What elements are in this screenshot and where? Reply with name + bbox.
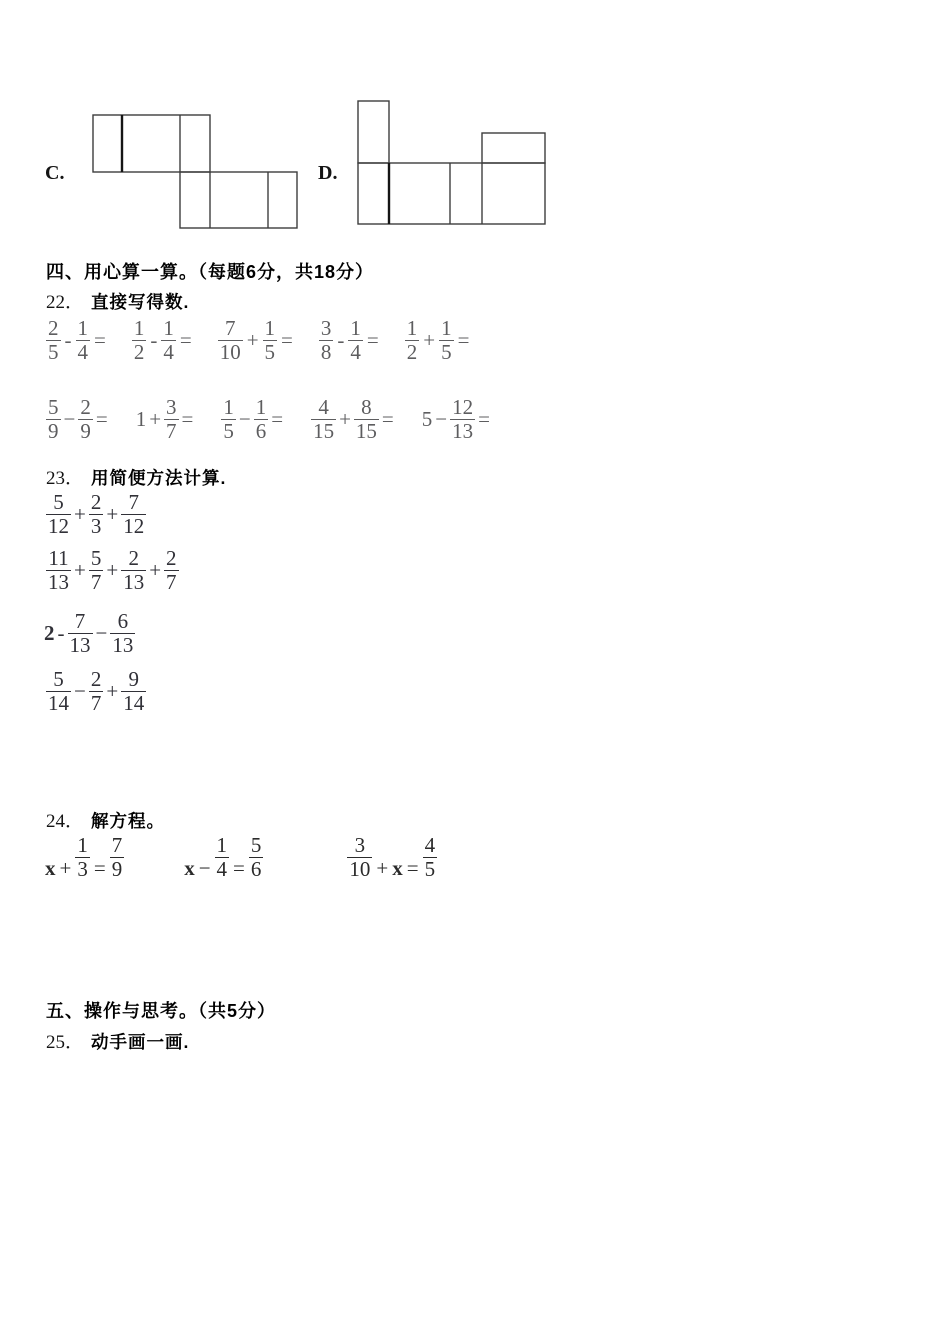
fraction (46, 669, 71, 714)
fraction (46, 397, 61, 442)
operator: = (406, 855, 419, 880)
math-expression (136, 397, 194, 442)
numerator: 8 (361, 395, 372, 419)
operator: = (93, 855, 106, 880)
numerator: 3 (166, 395, 177, 419)
numerator: 5 (53, 490, 64, 514)
fraction (76, 318, 91, 363)
operator: − (63, 407, 76, 432)
fraction (46, 318, 61, 363)
fraction (254, 397, 269, 442)
denominator: 15 (313, 419, 335, 443)
numerator: 1 (216, 833, 228, 857)
whole-number: 1 (135, 407, 147, 432)
operator: + (149, 558, 162, 583)
fraction (110, 835, 125, 880)
question-25-label (46, 1027, 189, 1054)
numerator: 2 (90, 490, 102, 514)
operator: = (94, 328, 106, 353)
fraction (75, 835, 90, 880)
question-23-title: 用简便方法计算. (91, 468, 227, 488)
numerator: 1 (441, 316, 452, 340)
operator: = (271, 407, 284, 432)
math-expression (44, 611, 135, 656)
numerator: 1 (255, 395, 267, 419)
operator: − (95, 621, 108, 646)
fraction (78, 397, 93, 442)
math-expression (311, 397, 394, 442)
fraction (132, 318, 147, 363)
operator: = (233, 855, 245, 880)
equation (347, 835, 437, 880)
math-expression (221, 397, 283, 442)
operator: - (57, 621, 65, 646)
section-5-heading: 五、操作与思考。（共5分） (46, 1001, 277, 1021)
fraction (161, 318, 176, 363)
fraction (215, 835, 230, 880)
numerator: 12 (452, 395, 474, 419)
math-expression (218, 318, 293, 363)
denominator: 7 (90, 691, 102, 715)
denominator: 6 (255, 419, 267, 443)
denominator: 7 (90, 570, 102, 594)
math-expression (46, 548, 179, 593)
question-23-number: 23． (46, 468, 85, 489)
fraction (121, 492, 146, 537)
operator: + (74, 558, 86, 583)
denominator: 7 (166, 570, 177, 594)
denominator: 13 (112, 633, 134, 657)
operator: + (59, 855, 72, 880)
math-expression (46, 669, 146, 714)
denominator: 9 (48, 419, 59, 443)
question-23-label (46, 463, 226, 490)
option-d-label: D. (318, 162, 338, 184)
operator: − (238, 407, 251, 432)
operator: + (106, 679, 119, 704)
fraction (164, 548, 179, 593)
math-expression (46, 492, 146, 537)
numerator: 6 (117, 609, 129, 633)
operator: - (337, 328, 345, 353)
denominator: 2 (406, 340, 418, 364)
fraction (89, 669, 104, 714)
option-c-label: C. (45, 162, 65, 184)
numerator: 4 (424, 833, 436, 857)
numerator: 1 (406, 316, 418, 340)
fraction (311, 397, 336, 442)
equation (45, 835, 124, 880)
operator: + (246, 328, 259, 353)
numerator: 4 (318, 395, 329, 419)
fraction (121, 669, 146, 714)
fraction (348, 318, 363, 363)
operator: - (64, 328, 72, 353)
fraction (319, 318, 334, 363)
numerator: 2 (166, 546, 177, 570)
denominator: 4 (77, 340, 88, 364)
denominator: 6 (250, 857, 262, 881)
denominator: 3 (77, 857, 88, 881)
question-24-title: 解方程。 (91, 811, 166, 831)
numerator: 3 (320, 316, 332, 340)
denominator: 5 (441, 340, 452, 364)
operator: + (376, 855, 389, 880)
fraction (347, 835, 372, 880)
fraction (354, 397, 379, 442)
denominator: 12 (48, 514, 69, 538)
operator: − (74, 679, 86, 704)
whole-number: 5 (421, 407, 433, 432)
fraction (110, 611, 135, 656)
denominator: 7 (166, 419, 177, 443)
fraction (439, 318, 454, 363)
numerator: 2 (80, 395, 91, 419)
denominator: 9 (111, 857, 123, 881)
question-22-label (46, 287, 189, 314)
question-25-title: 动手画一画. (91, 1032, 190, 1052)
numerator: 1 (77, 833, 88, 857)
denominator: 4 (163, 340, 174, 364)
question-22-number: 22． (46, 292, 85, 313)
q22-row-2 (46, 397, 490, 442)
math-expression (422, 397, 490, 442)
question-22-title: 直接写得数. (91, 292, 190, 312)
denominator: 13 (452, 419, 474, 443)
numerator: 7 (111, 833, 123, 857)
fraction (249, 835, 264, 880)
fraction (164, 397, 179, 442)
denominator: 4 (216, 857, 228, 881)
denominator: 5 (424, 857, 436, 881)
denominator: 13 (48, 570, 69, 594)
fraction (221, 397, 236, 442)
fraction (46, 548, 71, 593)
denominator: 12 (123, 514, 145, 538)
fraction (89, 548, 104, 593)
operator: + (74, 502, 86, 527)
section-4-heading: 四、用心算一算。（每题6分，共18分） (46, 262, 375, 282)
fraction (46, 492, 71, 537)
numerator: 5 (48, 395, 59, 419)
fraction (121, 548, 146, 593)
fraction (405, 318, 420, 363)
operator: = (281, 328, 293, 353)
denominator: 14 (123, 691, 145, 715)
operator: − (435, 407, 448, 432)
math-expression (132, 318, 192, 363)
denominator: 10 (349, 857, 371, 881)
operator: = (366, 328, 379, 353)
math-expression (46, 397, 108, 442)
numerator: 7 (224, 316, 236, 340)
numerator: 7 (74, 609, 86, 633)
operator: + (106, 558, 119, 583)
operator: + (339, 407, 351, 432)
numerator: 1 (264, 316, 276, 340)
numerator: 1 (133, 316, 145, 340)
denominator: 4 (350, 340, 361, 364)
numerator: 3 (354, 833, 366, 857)
whole-number: 2 (44, 621, 55, 646)
denominator: 8 (320, 340, 332, 364)
fraction (218, 318, 243, 363)
numerator: 5 (53, 667, 64, 691)
numerator: 1 (350, 316, 361, 340)
operator: + (423, 328, 436, 353)
numerator: 2 (48, 316, 59, 340)
denominator: 13 (123, 570, 145, 594)
math-expression (46, 318, 106, 363)
fraction (68, 611, 93, 656)
question-24-label (46, 806, 165, 833)
numerator: 5 (250, 833, 262, 857)
numerator: 9 (128, 667, 139, 691)
math-expression (319, 318, 379, 363)
operator: = (95, 407, 108, 432)
operator: = (179, 328, 192, 353)
equation (184, 835, 263, 880)
denominator: 5 (223, 419, 234, 443)
numerator: 2 (128, 546, 139, 570)
fraction (89, 492, 104, 537)
denominator: 5 (48, 340, 59, 364)
operator: = (478, 407, 490, 432)
numerator: 7 (128, 490, 139, 514)
denominator: 2 (133, 340, 145, 364)
denominator: 15 (355, 419, 377, 443)
numerator: 11 (48, 546, 69, 570)
variable-x: x (392, 855, 403, 880)
question-25-number: 25． (46, 1032, 85, 1053)
denominator: 5 (264, 340, 276, 364)
denominator: 13 (69, 633, 91, 657)
operator: = (457, 328, 470, 353)
box-net-figure-d (357, 100, 547, 226)
numerator: 1 (77, 316, 88, 340)
variable-x: x (184, 855, 195, 880)
denominator: 10 (219, 340, 241, 364)
math-expression (405, 318, 470, 363)
operator: + (106, 502, 119, 527)
operator: - (150, 328, 158, 353)
operator: − (198, 855, 211, 880)
variable-x: x (45, 855, 56, 880)
operator: = (381, 407, 394, 432)
operator: = (181, 407, 194, 432)
denominator: 14 (48, 691, 69, 715)
numerator: 2 (90, 667, 102, 691)
q24-equations-row (45, 835, 437, 880)
denominator: 3 (90, 514, 102, 538)
numerator: 1 (223, 395, 234, 419)
operator: + (149, 407, 162, 432)
denominator: 9 (80, 419, 91, 443)
box-net-figure-c (92, 114, 300, 230)
question-24-number: 24． (46, 811, 85, 832)
numerator: 5 (90, 546, 102, 570)
q22-row-1 (46, 318, 469, 363)
fraction (263, 318, 278, 363)
fraction (450, 397, 475, 442)
numerator: 1 (163, 316, 174, 340)
fraction (423, 835, 438, 880)
